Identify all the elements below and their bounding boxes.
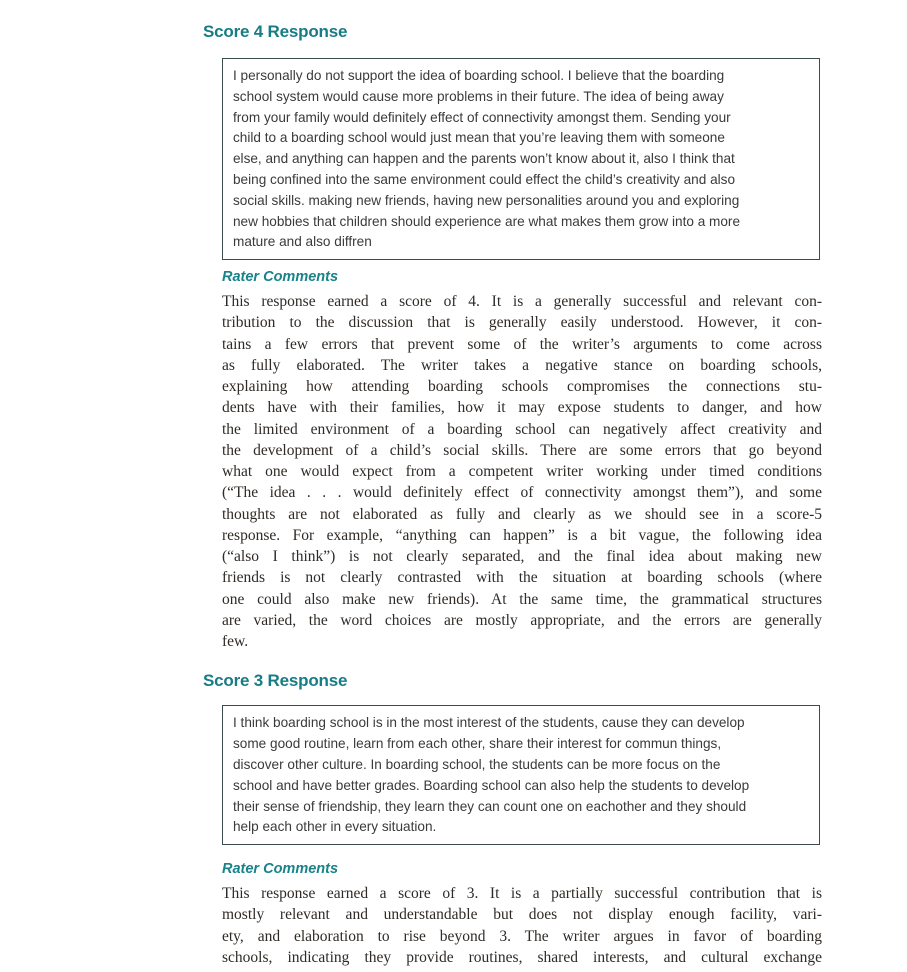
- text-line: some good routine, learn from each other, share their interest for commun things,: [233, 736, 722, 752]
- text-line: schools, indicating they provide routines, shared interests, and cultural exchange: [222, 948, 822, 966]
- score-3-section: [203, 670, 827, 968]
- text-line: mature and also diffren: [233, 234, 372, 250]
- text-line: from your family would definitely effect of connectivity amongst them. Sending your: [233, 109, 731, 125]
- text-line: response. For example, “anything can happen” is a bit vague, the following idea: [222, 526, 822, 544]
- text-line: explaining how attending boarding schools compromises the connections stu-: [222, 378, 822, 396]
- text-line: This response earned a score of 3. It is a partially successful contribution that is: [222, 885, 822, 903]
- text-line: are varied, the word choices are mostly appropriate, and the errors are generally: [222, 611, 822, 629]
- text-line: thoughts are not elaborated as fully and clearly as we should see in a score-5: [222, 505, 822, 523]
- rater-comments-label: Rater Comments: [222, 269, 339, 286]
- text-line: new hobbies that children should experience are what makes them grow into a more: [233, 213, 741, 229]
- text-line: (“also I think”) is not clearly separated, and the final idea about making new: [222, 548, 822, 566]
- text-line: friends is not clearly contrasted with the situation at boarding schools (where: [222, 569, 822, 587]
- section-heading-score-4: Score 4 Response: [203, 22, 348, 41]
- text-line: (“The idea . . . would definitely effect of connectivity amongst them”), and some: [222, 484, 822, 502]
- rater-comments-paragraph-score-3: [222, 883, 822, 968]
- text-line: mostly relevant and understandable but does not display enough facility, vari-: [222, 906, 822, 924]
- text-line: their sense of friendship, they learn they can count one on eachother and they should: [233, 798, 747, 814]
- text-line: the limited environment of a boarding school can negatively affect creativity and: [222, 420, 822, 438]
- text-line: being confined into the same environment could effect the child’s creativity and also: [233, 171, 736, 187]
- text-line: the development of a child’s social skills. There are some errors that go beyond: [222, 441, 822, 459]
- text-line: discover other culture. In boarding school, the students can be more focus on the: [233, 757, 721, 773]
- text-line: tribution to the discussion that is generally easily understood. However, it con-: [222, 314, 822, 332]
- text-line: as fully elaborated. The writer takes a negative stance on boarding schools,: [222, 356, 822, 374]
- text-line: what one would expect from a competent writer working under timed conditions: [222, 463, 822, 481]
- score-4-section: [203, 21, 827, 652]
- score-3-response-box: [222, 705, 820, 845]
- text-line: child to a boarding school would just mean that you’re leaving them with someone: [233, 130, 725, 146]
- section-heading-score-3: Score 3 Response: [203, 671, 348, 691]
- text-line: school system would cause more problems in their future. The idea of being away: [233, 88, 724, 104]
- text-line: dents have with their families, how it may expose students to danger, and how: [222, 399, 822, 417]
- text-line: tains a few errors that prevent some of the writer’s arguments to come across: [222, 335, 822, 353]
- rater-comments-label: Rater Comments: [222, 861, 339, 878]
- rater-comments-paragraph-score-4: [222, 291, 822, 652]
- text-line: I personally do not support the idea of boarding school. I believe that the boarding: [233, 68, 725, 83]
- text-line: school and have better grades. Boarding school can also help the students to develop: [233, 777, 750, 793]
- text-line: one could also make new friends). At the same time, the grammatical structures: [222, 590, 822, 608]
- text-line: few.: [222, 633, 249, 651]
- text-line: I think boarding school is in the most interest of the students, cause they can develop: [233, 715, 745, 731]
- text-line: ety, and elaboration to rise beyond 3. The writer argues in favor of boarding: [222, 927, 822, 945]
- text-line: help each other in every situation.: [233, 819, 437, 835]
- score-4-response-box: [222, 58, 820, 260]
- text-line: else, and anything can happen and the parents won’t know about it, also I think that: [233, 151, 735, 167]
- text-line: This response earned a score of 4. It is a generally successful and relevant con-: [222, 293, 822, 311]
- page-content-column: [203, 0, 827, 968]
- text-line: social skills. making new friends, having new personalities around you and exploring: [233, 192, 740, 208]
